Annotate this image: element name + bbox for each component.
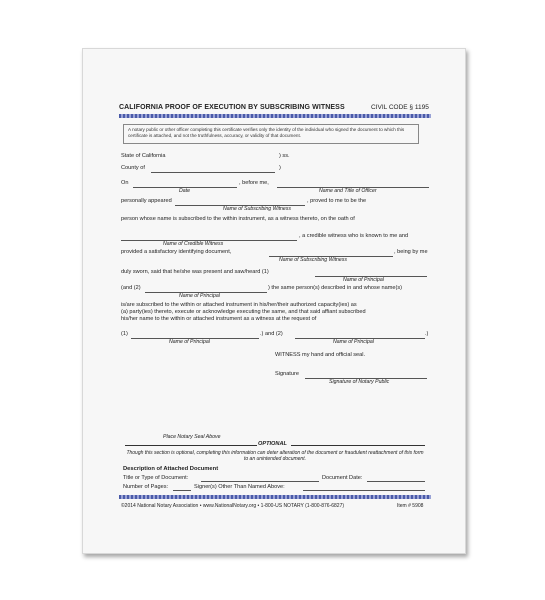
- signers-field[interactable]: [303, 490, 425, 491]
- personally-label: personally appeared: [121, 198, 172, 204]
- date-caption: Date: [179, 188, 190, 194]
- witness-hand-text: WITNESS my hand and official seal.: [275, 352, 366, 358]
- principal-caption-1: Name of Principal: [343, 277, 384, 283]
- optional-rule-right: [291, 445, 425, 446]
- top-border: [119, 114, 431, 118]
- optional-heading: OPTIONAL: [258, 441, 287, 447]
- certificate-sheet: [82, 48, 466, 554]
- state-label: State of California: [121, 153, 166, 159]
- footer-copyright: ©2014 National Notary Association • www.NationalNotary.org • 1-800-US NOTARY (1-800-876-6827): [121, 503, 345, 509]
- person-line: person whose name is subscribed to the within instrument, as a witness thereto, on the oath of: [121, 216, 355, 222]
- footer-item-number: Item # 5908: [397, 503, 424, 509]
- subscribing-caption-2: Name of Subscribing Witness: [279, 257, 347, 263]
- officer-caption: Name and Title of Officer: [319, 188, 377, 194]
- signers-label: Signer(s) Other Than Named Above:: [194, 484, 285, 490]
- subscribing-caption-1: Name of Subscribing Witness: [223, 206, 291, 212]
- pages-label: Number of Pages:: [123, 484, 169, 490]
- on-label: On: [121, 180, 129, 186]
- bottom-border: [119, 495, 431, 499]
- principal-caption-3: Name of Principal: [169, 339, 210, 345]
- request-and-label: .) and (2): [260, 331, 283, 337]
- civil-code: CIVIL CODE § 1195: [371, 104, 429, 111]
- pages-field[interactable]: [173, 490, 191, 491]
- credible-caption: Name of Credible Witness: [163, 241, 224, 247]
- and-2-label: (and (2): [121, 285, 141, 291]
- signature-label: Signature: [275, 371, 299, 377]
- same-persons-label: ) the same person(s) described in and whose name(s): [268, 285, 403, 291]
- paragraph-line-2: (a) party(ies) thereto, execute or acknowledge executing the same, and that said affiant subscribed: [121, 309, 366, 315]
- title-type-field[interactable]: [201, 481, 319, 482]
- title-type-label: Title or Type of Document:: [123, 475, 189, 481]
- duly-sworn-label: duly sworn, said that he/she was present and saw/heard (1): [121, 269, 269, 275]
- attached-heading: Description of Attached Document: [123, 466, 219, 472]
- optional-rule-left: [125, 445, 257, 446]
- request-end-label: .): [425, 331, 429, 337]
- principal-caption-4: Name of Principal: [333, 339, 374, 345]
- optional-note: Though this section is optional, completing this information can deter alteration of the document or fraudulent reattachment of this form to an unintended document.: [126, 450, 424, 462]
- signature-caption: Signature of Notary Public: [329, 379, 390, 385]
- credible-witness-line: , a credible witness who is known to me and: [299, 233, 409, 239]
- being-by-me-label: , being by me: [394, 249, 428, 255]
- paragraph-line-3: his/her name to the within or attached instrument as a witness at the request of: [121, 316, 317, 322]
- request-1-label: (1): [121, 331, 128, 337]
- ss-label: ) ss.: [279, 153, 290, 159]
- paragraph-line-1: is/are subscribed to the within or attached instrument in his/her/their authorized capacity(ies) as: [121, 302, 357, 308]
- before-me-label: , before me,: [239, 180, 269, 186]
- county-paren: ): [279, 165, 281, 171]
- document-date-label: Document Date:: [322, 475, 363, 481]
- seal-placeholder: Place Notary Seal Above: [163, 434, 221, 440]
- county-label: County of: [121, 165, 145, 171]
- provided-label: provided a satisfactory identifying document,: [121, 249, 232, 255]
- notice-box: A notary public or other officer completing this certificate verifies only the identity of the individual who signed the document to which this certificate is attached, and not the truthfulness, accuracy, or validity of that document.: [123, 124, 419, 144]
- principal-caption-2: Name of Principal: [179, 293, 220, 299]
- document-date-field[interactable]: [367, 481, 425, 482]
- county-field[interactable]: [151, 172, 275, 173]
- form-title: CALIFORNIA PROOF OF EXECUTION BY SUBSCRIBING WITNESS: [119, 104, 345, 111]
- proved-label: , proved to me to be the: [307, 198, 367, 204]
